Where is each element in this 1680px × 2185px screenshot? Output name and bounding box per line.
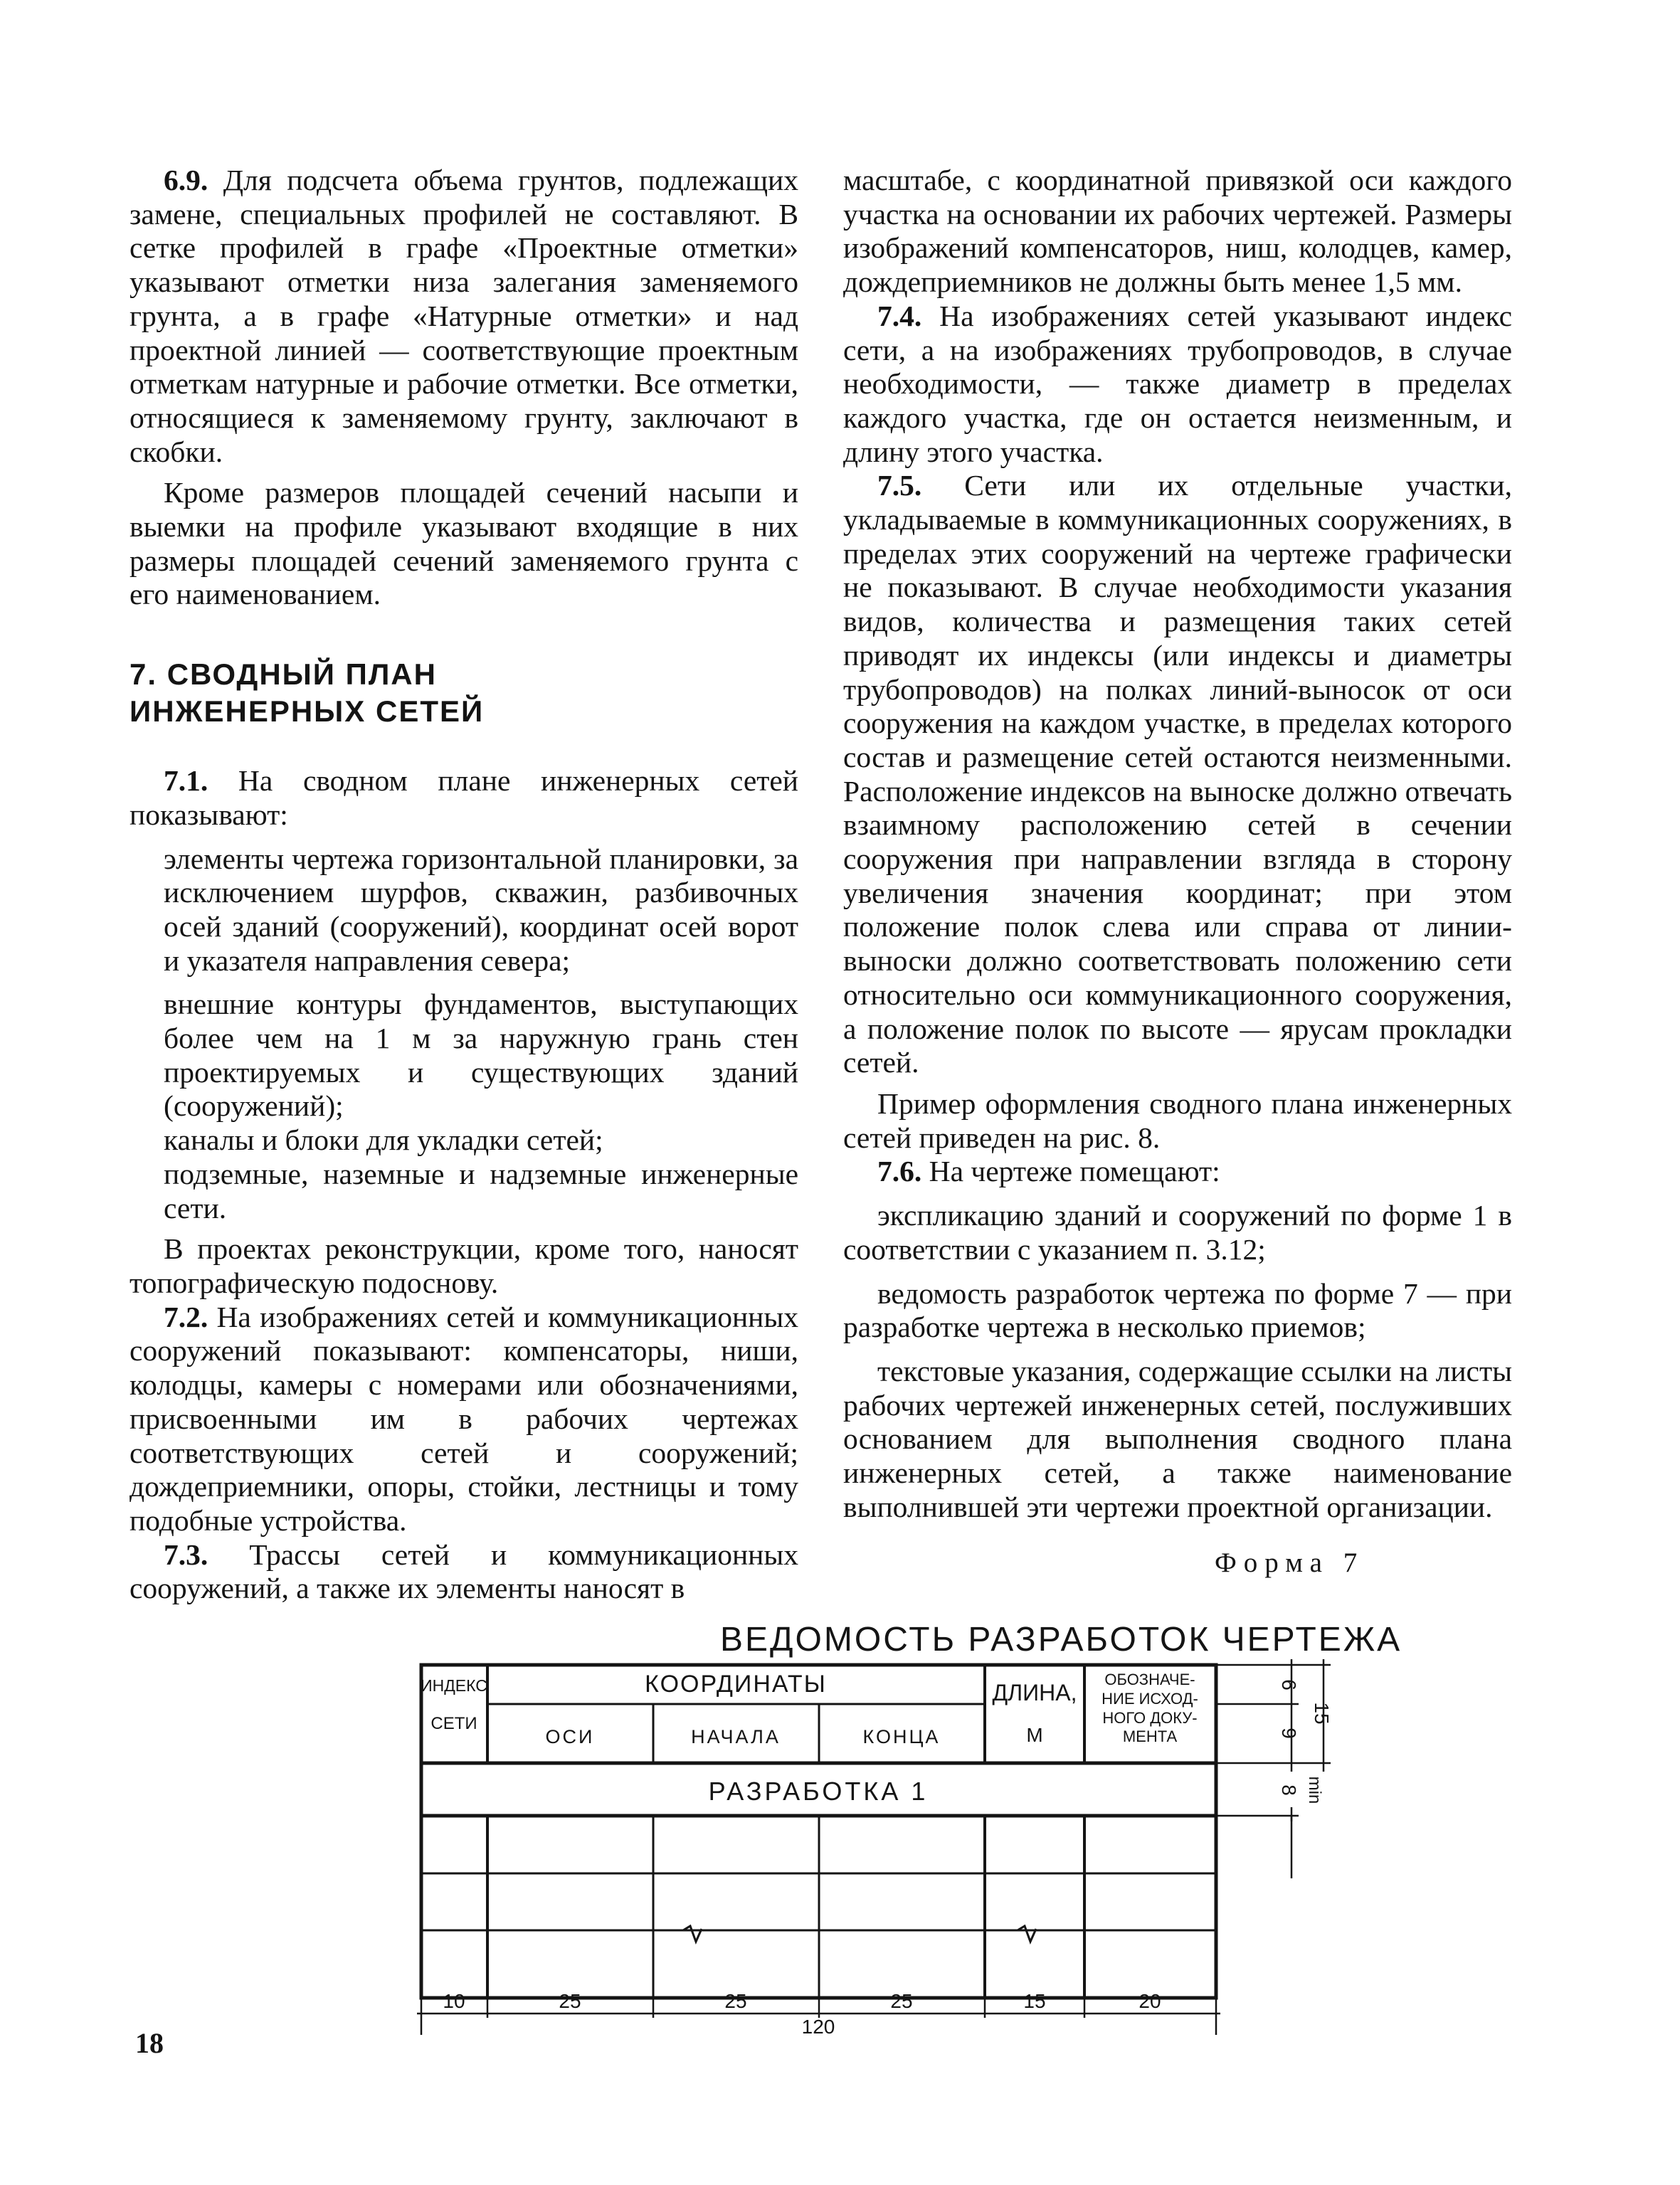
paragraph-number: 7.4. bbox=[877, 299, 922, 332]
break-mark bbox=[1018, 1926, 1036, 1942]
section-heading bbox=[130, 656, 798, 730]
form-label: Форма 7 bbox=[1215, 1548, 1365, 1578]
page-number: 18 bbox=[135, 2027, 164, 2059]
list-item: внешние контуры фундаментов, выступающих более чем на 1 м за наружную грань стен проектируемых и существующих зданий (сооружений); bbox=[164, 988, 798, 1123]
paragraph-7-1 bbox=[130, 764, 798, 832]
heading-line: ИНЖЕНЕРНЫХ СЕТЕЙ bbox=[130, 694, 485, 729]
list-item: каналы и блоки для укладки сетей; bbox=[164, 1123, 603, 1157]
paragraph-7-5 bbox=[843, 469, 1512, 1080]
paragraph-6-9 bbox=[130, 164, 798, 469]
header-index: ИНДЕКС bbox=[421, 1676, 487, 1695]
paragraph-text: На изображениях сетей и коммуникационных сооружений показывают: компенсаторы, ниши, колодцы, камеры с номерами или обозначениями, присвоенными им в рабочих чертежах соответствующих сетей и сооружений; дождеприемники, опоры, стойки, лестницы и тому подобные устройства. bbox=[130, 1300, 798, 1537]
paragraph-number: 7.1. bbox=[164, 764, 208, 798]
list-item: текстовые указания, содержащие ссылки на листы рабочих чертежей инженерных сетей, послуживших основанием для выполнения сводного плана инженерных сетей, а также наименование выполнившей эти чертежи проектной организации. bbox=[843, 1354, 1512, 1523]
paragraph-text: Трассы сетей и коммуникационных сооружений, а также их элементы наносят в bbox=[130, 1538, 799, 1605]
paragraph-7-2 bbox=[130, 1301, 798, 1538]
paragraph-number: 7.6. bbox=[877, 1155, 922, 1188]
header-document: МЕНТА bbox=[1122, 1728, 1178, 1745]
dim-row-label: 6 bbox=[1278, 1679, 1300, 1691]
header-document: НИЕ ИСХОД- bbox=[1101, 1690, 1198, 1708]
header-end: КОНЦА bbox=[862, 1726, 941, 1747]
dim-row-label: 9 bbox=[1278, 1728, 1300, 1739]
paragraph: В проектах реконструкции, кроме того, наносят топографическую подоснову. bbox=[130, 1232, 798, 1299]
paragraph-text: На изображениях сетей указывают индекс сети, а на изображениях трубопроводов, в случае необходимости, — также диаметр в пределах каждого участка, где он остается неизменным, и длину этого участка. bbox=[843, 299, 1512, 468]
paragraph-text: На сводном плане инженерных сетей показывают: bbox=[130, 764, 799, 831]
paragraph-number: 7.5. bbox=[877, 469, 922, 502]
dim-total-label: 120 bbox=[801, 2016, 835, 2035]
list-item: экспликацию зданий и сооружений по форме 1 в соответствии с указанием п. 3.12; bbox=[843, 1199, 1512, 1266]
header-index: СЕТИ bbox=[430, 1714, 477, 1733]
header-coordinates: КООРДИНАТЫ bbox=[645, 1671, 827, 1698]
paragraph-number: 7.3. bbox=[164, 1538, 208, 1571]
left-column bbox=[130, 164, 798, 1606]
dim-label: 15 bbox=[1023, 1990, 1046, 2012]
header-document: НОГО ДОКУ- bbox=[1102, 1709, 1198, 1727]
header-axis: ОСИ bbox=[545, 1726, 595, 1747]
paragraph-text: Сети или их отдельные участки, укладываемые в коммуникационных сооружениях, в пределах этих сооружений на чертеже графически не показывают. В случае необходимости указания видов, количества и размещения таких сетей приводят их индексы (или индексы и диаметры трубопроводов) на полках линий-выносок от оси сооружения на каждом участке, в пределах которого состав и размещение сетей остаются неизменными. Расположение индексов на выноске должно отвечать взаимному расположению сетей в сечении сооружения при направлении взгляда в сторону увеличения значения координат; при этом положение полок слева или справа от линии-выноски должно соответствовать положению сети относительно оси коммуникационного сооружения, а положение полок по высоте — ярусам прокладки сетей. bbox=[843, 469, 1513, 1079]
paragraph-7-6 bbox=[843, 1155, 1512, 1189]
dim-row-label: 8 bbox=[1278, 1784, 1300, 1796]
right-column bbox=[843, 164, 1512, 1524]
header-start: НАЧАЛА bbox=[691, 1726, 781, 1747]
list-item: элементы чертежа горизонтальной планировки, за исключением шурфов, скважин, разбивочных осей зданий (сооружений), координат осей ворот и указателя направления севера; bbox=[164, 842, 798, 977]
header-length-unit: М bbox=[1026, 1724, 1043, 1746]
heading-line: 7. СВОДНЫЙ ПЛАН bbox=[130, 657, 437, 692]
band-label: РАЗРАБОТКА 1 bbox=[708, 1777, 929, 1806]
header-document: ОБОЗНАЧЕ- bbox=[1104, 1671, 1195, 1688]
right-dimensions bbox=[1216, 1659, 1331, 1878]
form-7-drawing bbox=[398, 1594, 1423, 2035]
list-item: подземные, наземные и надземные инженерные сети. bbox=[164, 1157, 798, 1224]
header-length: ДЛИНА, bbox=[992, 1680, 1077, 1705]
dim-label: 25 bbox=[724, 1990, 747, 2012]
paragraph: Пример оформления сводного плана инженерных сетей приведен на рис. 8. bbox=[843, 1086, 1512, 1154]
dim-label: 25 bbox=[559, 1990, 581, 2012]
paragraph-text: Для подсчета объема грунтов, подлежащих замене, специальных профилей не составляют. В сетке профилей в графе «Проектные отметки» указывают отметки низа залегания заменяемого грунта, а в графе «Натурные отметки» и над проектной линией — соответствующие проектным отметкам натурные и рабочие отметки. Все отметки, относящиеся к заменяемому грунту, заключают в скобки. bbox=[130, 164, 799, 468]
paragraph-continuation: масштабе, с координатной привязкой оси каждого участка на основании их рабочих чертежей. Размеры изображений компенсаторов, ниш, колодцев, камер, дождеприемников не должны быть менее 1,5 мм. bbox=[843, 164, 1512, 299]
dim-row-label: 15 bbox=[1311, 1702, 1333, 1725]
dim-label: 10 bbox=[443, 1990, 465, 2012]
dim-label: 25 bbox=[890, 1990, 913, 2012]
form-title: ВЕДОМОСТЬ РАЗРАБОТОК ЧЕРТЕЖА bbox=[720, 1621, 1402, 1658]
break-mark bbox=[683, 1926, 702, 1942]
paragraph-7-4 bbox=[843, 300, 1512, 470]
paragraph: Кроме размеров площадей сечений насыпи и выемки на профиле указывают входящие в них размеры площадей сечений заменяемого грунта с его наименованием. bbox=[130, 476, 798, 611]
dim-row-note: min bbox=[1305, 1776, 1324, 1804]
list-item: ведомость разработок чертежа по форме 7 — при разработке чертежа в несколько приемов; bbox=[843, 1276, 1512, 1344]
paragraph-text: На чертеже помещают: bbox=[929, 1155, 1220, 1188]
dim-label: 20 bbox=[1139, 1990, 1161, 2012]
paragraph-number: 6.9. bbox=[164, 164, 208, 196]
paragraph-number: 7.2. bbox=[164, 1300, 208, 1333]
